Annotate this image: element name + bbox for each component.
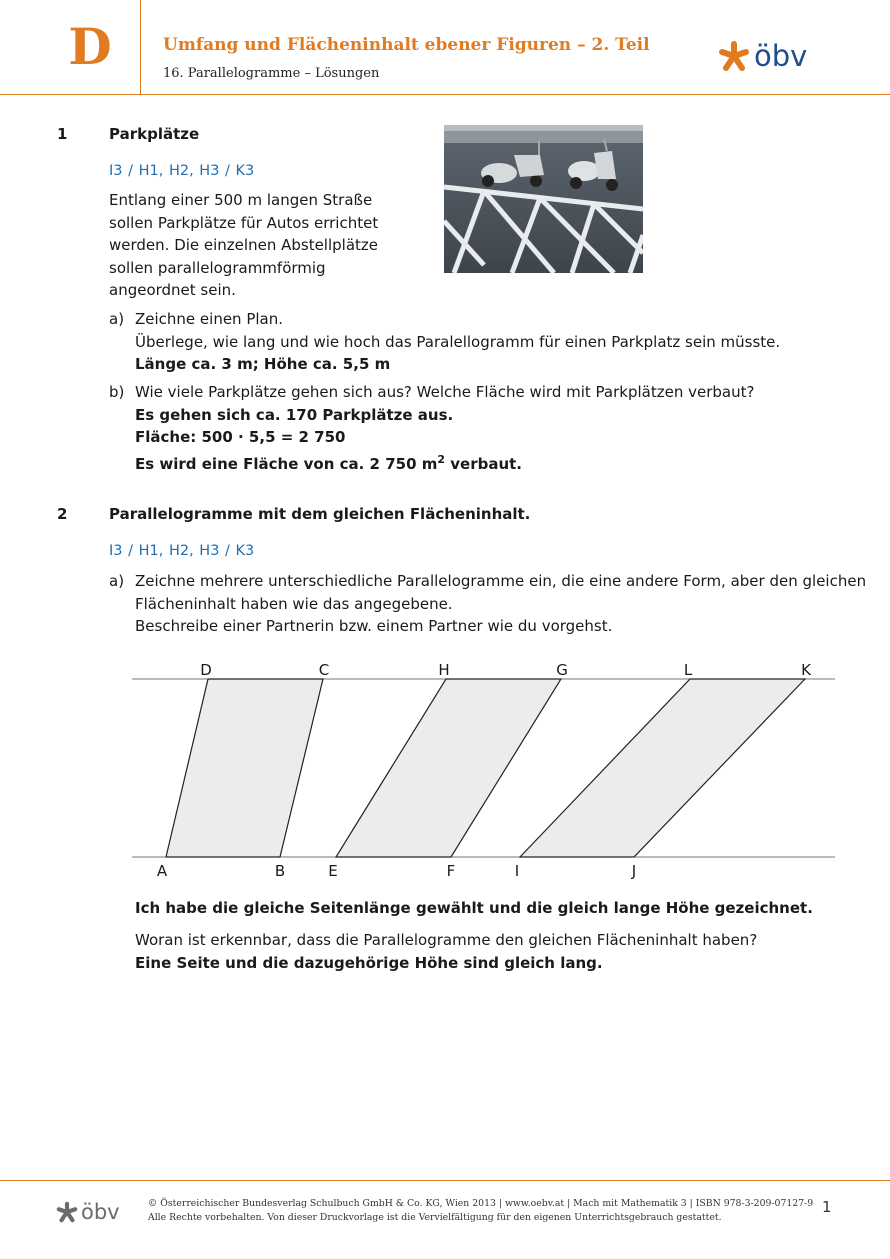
task2-answer-method: Ich habe die gleiche Seitenlänge gewählt und die gleich lange Höhe gezeichnet.: [135, 899, 813, 917]
task1-title: Parkplätze: [109, 125, 200, 143]
page-subtitle: 16. Parallelogramme – Lösungen: [163, 66, 380, 81]
task1-competence-codes: I3 / H1, H2, H3 / K3: [109, 163, 255, 179]
area-unit-exponent: 2: [437, 452, 446, 466]
task2-answer-reason: Eine Seite und die dazugehörige Höhe sind gleich lang.: [135, 953, 603, 972]
footer-logo-text: öbv: [81, 1199, 120, 1224]
oebv-star-icon: [56, 1201, 78, 1223]
area-answer-suffix: verbaut.: [445, 454, 522, 473]
vertex-label-g: G: [556, 661, 568, 679]
intro-line: Entlang einer 500 m langen Straße: [109, 191, 373, 209]
parallelogram-efgh: [336, 679, 561, 857]
logo-text: öbv: [754, 38, 808, 73]
vertex-label-c: C: [318, 661, 330, 679]
task1a-answer: Länge ca. 3 m; Höhe ca. 5,5 m: [135, 355, 391, 373]
task1a-line: Überlege, wie lang und wie hoch das Paralellogramm für einen Parkplatz sein müsste.: [135, 332, 781, 351]
header-divider-vertical: [140, 0, 141, 94]
task1a-line: Zeichne einen Plan.: [135, 310, 284, 328]
header-divider-horizontal: [0, 94, 890, 95]
copyright-line: © Österreichischer Bundesverlag Schulbuch GmbH & Co. KG, Wien 2013 | www.oebv.at | Mach mit Mathematik 3 | ISBN 978-3-209-07127-9: [148, 1198, 814, 1209]
task2-followup: [135, 929, 757, 974]
task1a-label: a): [109, 310, 125, 328]
task1b-question: Wie viele Parkplätze gehen sich aus? Welche Fläche wird mit Parkplätzen verbaut?: [135, 383, 755, 401]
parallelogram-diagram: [0, 655, 890, 890]
vertex-label-e: E: [328, 862, 338, 880]
chapter-letter: D: [68, 17, 112, 76]
parking-lot-scooters-photo: [444, 125, 643, 273]
task1b-answer: Fläche: 500 · 5,5 = 2 750: [135, 428, 346, 446]
task1b-content: [135, 381, 754, 475]
task1b-label: b): [109, 383, 125, 401]
vertex-label-i: I: [514, 862, 520, 880]
vertex-label-k: K: [801, 661, 811, 679]
task2-number: 2: [57, 505, 68, 523]
parking-lot-photo: [444, 125, 643, 273]
intro-line: angeordnet sein.: [109, 281, 236, 299]
parallelogram-ijkl: [520, 679, 805, 857]
intro-line: sollen parallelogrammförmig: [109, 258, 326, 277]
task2a-line: Beschreibe einer Partnerin bzw. einem Partner wie du vorgehst.: [135, 617, 613, 635]
vertex-label-l: L: [683, 661, 693, 679]
footer-divider: [0, 1180, 890, 1181]
vertex-label-h: H: [438, 661, 450, 679]
task2-title: Parallelogramme mit dem gleichen Flächeninhalt.: [109, 505, 531, 523]
task1-number: 1: [57, 125, 68, 143]
task1a-content: [135, 308, 780, 376]
rights-line: Alle Rechte vorbehalten. Von dieser Druckvorlage ist die Vervielfältigung für den eigenen Unterrichtsgebrauch gestattet.: [148, 1212, 722, 1223]
page-title: Umfang und Flächeninhalt ebener Figuren – 2. Teil: [163, 35, 650, 55]
task2a-label: a): [109, 572, 125, 590]
vertex-label-b: B: [274, 862, 286, 880]
parallelograms-svg: [0, 655, 890, 890]
vertex-label-j: J: [631, 862, 637, 880]
publisher-logo: [718, 40, 807, 72]
area-answer-text: Es wird eine Fläche von ca. 2 750 m: [135, 454, 438, 473]
footer-copyright: [148, 1197, 813, 1225]
page-number: 1: [822, 1198, 832, 1216]
footer-logo: [56, 1201, 120, 1223]
task1b-answer-area: [135, 449, 754, 476]
intro-line: werden. Die einzelnen Abstellplätze: [109, 236, 378, 254]
task2-competence-codes: I3 / H1, H2, H3 / K3: [109, 543, 255, 559]
task1b-answer: Es gehen sich ca. 170 Parkplätze aus.: [135, 405, 454, 424]
task2a-content: [135, 570, 866, 638]
task2-question: Woran ist erkennbar, dass die Parallelogramme den gleichen Flächeninhalt haben?: [135, 931, 758, 949]
intro-line: sollen Parkplätze für Autos errichtet: [109, 213, 379, 232]
vertex-label-f: F: [446, 862, 456, 880]
parallelogram-abcd: [166, 679, 323, 857]
task2a-line: Flächeninhalt haben wie das angegebene.: [135, 594, 453, 613]
vertex-label-a: A: [156, 862, 168, 880]
oebv-star-icon: [718, 40, 750, 72]
task1-intro: [109, 189, 378, 302]
vertex-label-d: D: [200, 661, 212, 679]
task2a-line: Zeichne mehrere unterschiedliche Parallelogramme ein, die eine andere Form, aber den gleichen: [135, 572, 867, 590]
